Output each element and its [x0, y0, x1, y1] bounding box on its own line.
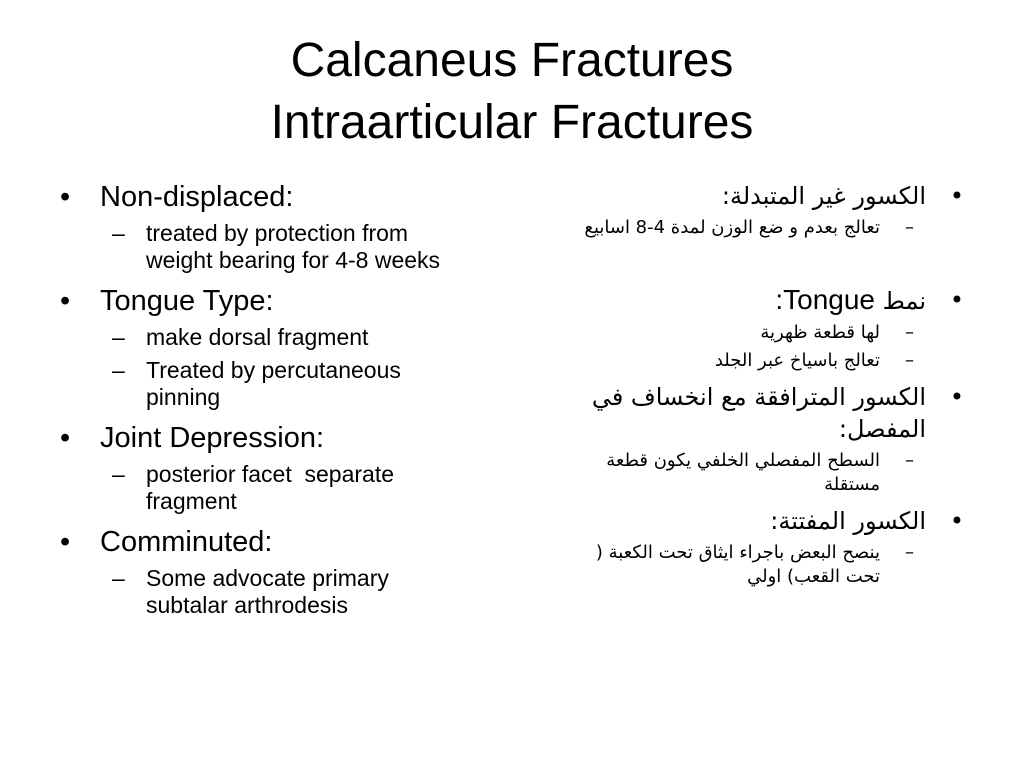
sub-bullet-tongue-2 — [58, 357, 476, 411]
english-bullet-list — [58, 180, 498, 619]
bullet-label: الكسور غير المتبدلة: — [721, 182, 926, 210]
sub-bullet-text: Treated by percutaneous pinning — [146, 357, 401, 410]
arabic-bullet-tongue — [568, 284, 968, 317]
bullet-label: Comminuted: — [100, 526, 273, 558]
dash-icon: – — [905, 542, 914, 563]
bullet-label: Non-displaced: — [100, 181, 294, 213]
dash-icon: – — [905, 350, 914, 371]
sub-bullet-text: posterior facet separate fragment — [146, 461, 401, 514]
slide-title — [0, 30, 1024, 154]
dash-icon: – — [112, 220, 125, 246]
dash-icon: – — [905, 217, 914, 238]
bullet-non-displaced — [58, 180, 498, 214]
bullet-comminuted — [58, 525, 498, 559]
arabic-bullet-joint-depression — [568, 381, 968, 445]
bullet-icon: • — [949, 286, 964, 314]
bullet-tongue-type — [58, 284, 498, 318]
bullet-icon: • — [60, 285, 71, 317]
bullet-icon: • — [949, 182, 964, 210]
dash-icon: – — [112, 461, 125, 487]
bullet-label: Joint Depression: — [100, 422, 325, 454]
sub-bullet-text: السطح المفصلي الخلفي يكون قطعة مستقلة — [606, 450, 880, 495]
arabic-bullet-list — [568, 180, 968, 589]
sub-bullet-text: ينصح البعض باجراء ايثاق تحت الكعبة ( تحت القعب) اولي — [595, 542, 880, 587]
bullet-joint-depression — [58, 421, 498, 455]
sub-bullet-text: treated by protection from weight bearing for 4-8 weeks — [146, 220, 441, 273]
arabic-bullet-comminuted — [568, 505, 968, 537]
sub-bullet-text: Some advocate primary subtalar arthrodesis — [146, 565, 389, 618]
arabic-sub-bullet-joint-1 — [568, 449, 968, 497]
bullet-icon: • — [60, 422, 71, 454]
bullet-icon: • — [949, 383, 964, 411]
sub-bullet-joint-1 — [58, 461, 476, 515]
bullet-label-colon: : — [775, 284, 784, 315]
sub-bullet-text: make dorsal fragment — [146, 324, 369, 350]
sub-bullet-comminuted-1 — [58, 565, 476, 619]
dash-icon: – — [112, 324, 125, 350]
bullet-icon: • — [949, 507, 964, 535]
dash-icon: – — [112, 565, 125, 591]
bullet-label: Tongue Type: — [100, 285, 274, 317]
title-line-2: Intraarticular Fractures — [270, 96, 754, 149]
arabic-sub-bullet-comminuted-1 — [568, 541, 968, 589]
bullet-icon: • — [60, 181, 71, 213]
title-line-1: Calcaneus Fractures — [290, 34, 734, 87]
bullet-label: الكسور المترافقة مع انخساف في المفصل: — [591, 383, 926, 443]
bullet-icon: • — [60, 526, 71, 558]
bullet-label-arabic: نمط — [882, 287, 926, 315]
bullet-label: الكسور المفتتة: — [770, 507, 926, 535]
dash-icon: – — [905, 450, 914, 471]
bullet-label-english: Tongue — [783, 284, 876, 315]
sub-bullet-text: لها قطعة ظهرية — [760, 322, 880, 343]
arabic-sub-bullet-tongue-2 — [568, 349, 968, 373]
dash-icon: – — [905, 322, 914, 343]
arabic-bullet-non-displaced — [568, 180, 968, 212]
arabic-sub-bullet-tongue-1 — [568, 321, 968, 345]
sub-bullet-text: تعالج باسياخ عبر الجلد — [714, 350, 880, 371]
arabic-sub-bullet-non-displaced-1 — [568, 216, 968, 240]
sub-bullet-text: تعالج بعدم و ضع الوزن لمدة 4-8 اسابيع — [584, 217, 880, 238]
dash-icon: – — [112, 357, 125, 383]
sub-bullet-non-displaced-1 — [58, 220, 476, 274]
sub-bullet-tongue-1 — [58, 324, 476, 351]
